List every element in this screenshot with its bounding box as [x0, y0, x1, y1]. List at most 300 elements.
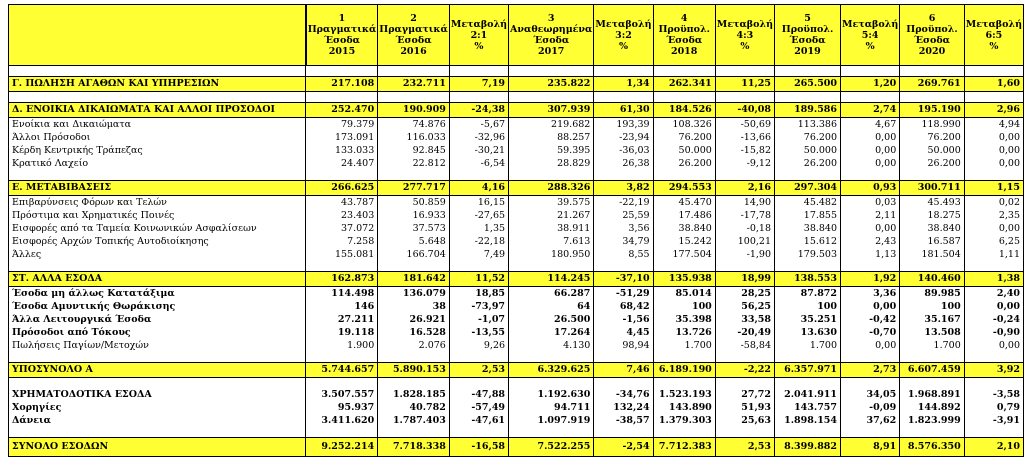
- row-label: [9, 378, 306, 389]
- value-cell: [378, 427, 450, 438]
- value-cell: 2,43: [841, 235, 900, 248]
- value-cell: [653, 170, 715, 181]
- table-row: [9, 196, 1024, 210]
- value-cell: -1,90: [715, 248, 774, 261]
- column-header: [306, 5, 378, 66]
- value-cell: [449, 427, 508, 438]
- value-cell: 6.357.971: [775, 363, 841, 378]
- column-header-line: %: [989, 40, 999, 52]
- value-cell: 24.407: [306, 157, 378, 170]
- value-cell: 5.744.657: [306, 363, 378, 378]
- row-label: [9, 352, 306, 363]
- column-header-line: Μεταβολή: [842, 18, 899, 30]
- value-cell: 16,15: [449, 196, 508, 210]
- value-cell: 144.892: [900, 401, 965, 414]
- value-cell: 88.257: [509, 131, 594, 144]
- header-label-cell: [9, 5, 306, 66]
- value-cell: 146: [306, 300, 378, 313]
- value-cell: [594, 378, 653, 389]
- revenue-table-container: [8, 4, 1024, 457]
- value-cell: 11,52: [449, 272, 508, 287]
- value-cell: [509, 92, 594, 103]
- value-cell: 2,74: [841, 103, 900, 118]
- value-cell: 0,00: [841, 300, 900, 313]
- value-cell: 133.033: [306, 144, 378, 157]
- value-cell: 2,96: [964, 103, 1023, 118]
- value-cell: -23,94: [594, 131, 653, 144]
- value-cell: 74.876: [378, 118, 450, 132]
- value-cell: [900, 92, 965, 103]
- value-cell: 181.642: [378, 272, 450, 287]
- value-cell: [775, 427, 841, 438]
- value-cell: 0,00: [841, 157, 900, 170]
- value-cell: 15.242: [653, 235, 715, 248]
- value-cell: [841, 92, 900, 103]
- value-cell: [378, 261, 450, 272]
- column-header-line: Έσοδα: [533, 35, 570, 46]
- value-cell: -22,18: [449, 235, 508, 248]
- column-header-line: Έσοδα: [395, 35, 432, 46]
- value-cell: 98,94: [594, 339, 653, 352]
- column-header-line: Μεταβολή: [595, 18, 652, 30]
- value-cell: [306, 66, 378, 77]
- value-cell: 15.612: [775, 235, 841, 248]
- value-cell: 2,53: [715, 438, 774, 457]
- value-cell: 45.493: [900, 196, 965, 210]
- value-cell: 1.898.154: [775, 414, 841, 427]
- value-cell: 9.252.214: [306, 438, 378, 457]
- value-cell: 6.607.459: [900, 363, 965, 378]
- value-cell: [841, 66, 900, 77]
- value-cell: 45.482: [775, 196, 841, 210]
- value-cell: 76.200: [653, 131, 715, 144]
- value-cell: 85.014: [653, 287, 715, 301]
- value-cell: [378, 66, 450, 77]
- column-header-line: Μεταβολή: [450, 18, 508, 30]
- value-cell: 17.264: [509, 326, 594, 339]
- column-header-line: 2016: [400, 46, 427, 57]
- value-cell: 7.522.255: [509, 438, 594, 457]
- value-cell: [841, 378, 900, 389]
- value-cell: 1,38: [964, 272, 1023, 287]
- value-cell: -0,24: [964, 313, 1023, 326]
- value-cell: -15,82: [715, 144, 774, 157]
- column-number: 1: [338, 13, 346, 24]
- value-cell: -3,58: [964, 388, 1023, 401]
- table-row: [9, 326, 1024, 339]
- value-cell: [900, 378, 965, 389]
- value-cell: 38.911: [509, 222, 594, 235]
- value-cell: 162.873: [306, 272, 378, 287]
- value-cell: [653, 427, 715, 438]
- value-cell: 35.167: [900, 313, 965, 326]
- value-cell: 18,99: [715, 272, 774, 287]
- value-cell: 43.787: [306, 196, 378, 210]
- value-cell: -27,65: [449, 209, 508, 222]
- header-row: [9, 5, 1024, 66]
- value-cell: [841, 170, 900, 181]
- value-cell: 18,85: [449, 287, 508, 301]
- value-cell: -2,22: [715, 363, 774, 378]
- value-cell: 35.251: [775, 313, 841, 326]
- value-cell: 1.700: [775, 339, 841, 352]
- section-total-row: [9, 77, 1024, 92]
- column-header: [653, 5, 715, 66]
- value-cell: [509, 352, 594, 363]
- value-cell: 50.859: [378, 196, 450, 210]
- value-cell: 179.503: [775, 248, 841, 261]
- value-cell: [306, 352, 378, 363]
- value-cell: 27.211: [306, 313, 378, 326]
- value-cell: 219.682: [509, 118, 594, 132]
- value-cell: 50.000: [775, 144, 841, 157]
- value-cell: 0,79: [964, 401, 1023, 414]
- value-cell: 6.189.190: [653, 363, 715, 378]
- value-cell: [306, 427, 378, 438]
- value-cell: 252.470: [306, 103, 378, 118]
- value-cell: 8,91: [841, 438, 900, 457]
- value-cell: 95.937: [306, 401, 378, 414]
- value-cell: 189.586: [775, 103, 841, 118]
- row-label: [9, 170, 306, 181]
- row-label: [9, 92, 306, 103]
- value-cell: 2,53: [449, 363, 508, 378]
- row-label: Εισφορές από τα Ταμεία Κοινωνικών Ασφαλίσεων: [9, 222, 306, 235]
- value-cell: 2,73: [841, 363, 900, 378]
- value-cell: -0,90: [964, 326, 1023, 339]
- row-label: Δ. ΕΝΟΙΚΙΑ ΔΙΚΑΙΩΜΑΤΑ ΚΑΙ ΑΛΛΟΙ ΠΡΟΣΟΔΟΙ: [9, 103, 306, 118]
- value-cell: 34,05: [841, 388, 900, 401]
- column-number: 6: [928, 13, 936, 24]
- value-cell: -38,57: [594, 414, 653, 427]
- spacer-row: [9, 92, 1024, 103]
- value-cell: 235.822: [509, 77, 594, 92]
- row-label: ΥΠΟΣΥΝΟΛΟ Α: [9, 363, 306, 378]
- value-cell: 19.118: [306, 326, 378, 339]
- spacer-row: [9, 170, 1024, 181]
- value-cell: -20,49: [715, 326, 774, 339]
- column-number: 5: [804, 13, 811, 24]
- value-cell: 59.395: [509, 144, 594, 157]
- value-cell: [715, 66, 774, 77]
- value-cell: 23.403: [306, 209, 378, 222]
- value-cell: 100: [775, 300, 841, 313]
- value-cell: 4.130: [509, 339, 594, 352]
- value-cell: [378, 170, 450, 181]
- value-cell: -73,97: [449, 300, 508, 313]
- table-row: [9, 313, 1024, 326]
- table-body: [9, 66, 1024, 457]
- value-cell: 50.000: [653, 144, 715, 157]
- value-cell: [594, 92, 653, 103]
- table-row: [9, 388, 1024, 401]
- value-cell: 0,00: [841, 222, 900, 235]
- value-cell: 173.091: [306, 131, 378, 144]
- table-row: [9, 235, 1024, 248]
- value-cell: [449, 92, 508, 103]
- value-cell: 262.341: [653, 77, 715, 92]
- column-header: [378, 5, 450, 66]
- value-cell: 25,59: [594, 209, 653, 222]
- value-cell: 26.200: [775, 157, 841, 170]
- value-cell: -13,66: [715, 131, 774, 144]
- value-cell: -1,56: [594, 313, 653, 326]
- value-cell: 2,16: [715, 181, 774, 196]
- row-label: Χορηγίες: [9, 401, 306, 414]
- value-cell: 5.890.153: [378, 363, 450, 378]
- value-cell: 6.329.625: [509, 363, 594, 378]
- value-cell: 28,25: [715, 287, 774, 301]
- value-cell: 138.553: [775, 272, 841, 287]
- value-cell: 17.855: [775, 209, 841, 222]
- value-cell: 0,00: [964, 157, 1023, 170]
- spacer-row: [9, 261, 1024, 272]
- value-cell: -57,49: [449, 401, 508, 414]
- value-cell: [964, 378, 1023, 389]
- value-cell: [594, 261, 653, 272]
- table-row: [9, 157, 1024, 170]
- value-cell: 3,36: [841, 287, 900, 301]
- value-cell: 3.411.620: [306, 414, 378, 427]
- value-cell: [449, 66, 508, 77]
- value-cell: -2,54: [594, 438, 653, 457]
- value-cell: [594, 66, 653, 77]
- value-cell: 2,40: [964, 287, 1023, 301]
- value-cell: 8.576.350: [900, 438, 965, 457]
- value-cell: [509, 66, 594, 77]
- value-cell: [509, 261, 594, 272]
- column-header-line: %: [865, 40, 875, 52]
- row-label: Ε. ΜΕΤΑΒΙΒΑΣΕΙΣ: [9, 181, 306, 196]
- revenue-table: [8, 4, 1024, 457]
- value-cell: -1,07: [449, 313, 508, 326]
- value-cell: 114.245: [509, 272, 594, 287]
- spacer-row: [9, 427, 1024, 438]
- value-cell: 277.717: [378, 181, 450, 196]
- column-header-line: 6:5: [985, 29, 1003, 41]
- value-cell: [653, 352, 715, 363]
- value-cell: 26.200: [653, 157, 715, 170]
- value-cell: [964, 66, 1023, 77]
- value-cell: 35.398: [653, 313, 715, 326]
- value-cell: 37.573: [378, 222, 450, 235]
- value-cell: -0,18: [715, 222, 774, 235]
- value-cell: 114.498: [306, 287, 378, 301]
- value-cell: -30,21: [449, 144, 508, 157]
- value-cell: 17.486: [653, 209, 715, 222]
- value-cell: 1.700: [900, 339, 965, 352]
- row-label: Άλλα Λειτουργικά Έσοδα: [9, 313, 306, 326]
- value-cell: 0,02: [964, 196, 1023, 210]
- section-total-row: [9, 438, 1024, 457]
- value-cell: 195.190: [900, 103, 965, 118]
- column-header: [449, 5, 508, 66]
- value-cell: 0,00: [841, 339, 900, 352]
- value-cell: [900, 170, 965, 181]
- value-cell: 1.968.891: [900, 388, 965, 401]
- value-cell: [378, 352, 450, 363]
- column-header-line: 2:1: [470, 29, 488, 41]
- section-total-row: [9, 363, 1024, 378]
- value-cell: 177.504: [653, 248, 715, 261]
- value-cell: 155.081: [306, 248, 378, 261]
- value-cell: 94.711: [509, 401, 594, 414]
- value-cell: 1.823.999: [900, 414, 965, 427]
- row-label: Επιβαρύνσεις Φόρων και Τελών: [9, 196, 306, 210]
- value-cell: 87.872: [775, 287, 841, 301]
- row-label: Πρόστιμα και Χρηματικές Ποινές: [9, 209, 306, 222]
- value-cell: 5.648: [378, 235, 450, 248]
- value-cell: 26.921: [378, 313, 450, 326]
- value-cell: [653, 66, 715, 77]
- value-cell: 26.500: [509, 313, 594, 326]
- value-cell: [775, 378, 841, 389]
- value-cell: 9,26: [449, 339, 508, 352]
- value-cell: 21.267: [509, 209, 594, 222]
- value-cell: -24,38: [449, 103, 508, 118]
- value-cell: 38.840: [900, 222, 965, 235]
- value-cell: [653, 378, 715, 389]
- row-label: ΧΡΗΜΑΤΟΔΟΤΙΚΑ ΕΣΟΔΑ: [9, 388, 306, 401]
- value-cell: 3.507.557: [306, 388, 378, 401]
- value-cell: 34,79: [594, 235, 653, 248]
- value-cell: 2,35: [964, 209, 1023, 222]
- section-total-row: [9, 181, 1024, 196]
- column-header: [715, 5, 774, 66]
- value-cell: 0,00: [964, 339, 1023, 352]
- column-header-line: 2015: [328, 46, 356, 57]
- value-cell: 1.097.919: [509, 414, 594, 427]
- row-label: Έσοδα μη άλλως Κατατάξιμα: [9, 287, 306, 301]
- value-cell: [715, 92, 774, 103]
- value-cell: 37.072: [306, 222, 378, 235]
- value-cell: 297.304: [775, 181, 841, 196]
- row-label: Άλλοι Πρόσοδοι: [9, 131, 306, 144]
- value-cell: 7.258: [306, 235, 378, 248]
- value-cell: 18.275: [900, 209, 965, 222]
- table-row: [9, 144, 1024, 157]
- value-cell: -9,12: [715, 157, 774, 170]
- value-cell: [841, 352, 900, 363]
- value-cell: [841, 427, 900, 438]
- value-cell: -47,61: [449, 414, 508, 427]
- row-label: Πωλήσεις Παγίων/Μετοχών: [9, 339, 306, 352]
- value-cell: [775, 170, 841, 181]
- value-cell: 1.379.303: [653, 414, 715, 427]
- column-header-line: 2020: [918, 46, 946, 57]
- value-cell: 16.587: [900, 235, 965, 248]
- column-header-line: 2019: [794, 46, 821, 57]
- value-cell: [449, 378, 508, 389]
- value-cell: 51,93: [715, 401, 774, 414]
- value-cell: [653, 92, 715, 103]
- value-cell: -36,03: [594, 144, 653, 157]
- table-row: [9, 248, 1024, 261]
- value-cell: [964, 92, 1023, 103]
- value-cell: -0,42: [841, 313, 900, 326]
- value-cell: 28.829: [509, 157, 594, 170]
- value-cell: [306, 170, 378, 181]
- column-header-line: 5:4: [861, 29, 879, 41]
- value-cell: -3,91: [964, 414, 1023, 427]
- value-cell: 1,13: [841, 248, 900, 261]
- value-cell: 50.000: [900, 144, 965, 157]
- value-cell: [775, 352, 841, 363]
- spacer-row: [9, 352, 1024, 363]
- value-cell: 0,03: [841, 196, 900, 210]
- column-number: 4: [680, 13, 688, 24]
- value-cell: 2.041.911: [775, 388, 841, 401]
- value-cell: 135.938: [653, 272, 715, 287]
- value-cell: [775, 261, 841, 272]
- row-label: ΣΥΝΟΛΟ ΕΣΟΔΩΝ: [9, 438, 306, 457]
- column-header-line: Προϋπολ.: [658, 24, 710, 35]
- column-header-line: Μεταβολή: [965, 18, 1022, 30]
- value-cell: [900, 261, 965, 272]
- column-header-line: %: [740, 40, 750, 52]
- table-row: [9, 131, 1024, 144]
- value-cell: -32,96: [449, 131, 508, 144]
- value-cell: [449, 170, 508, 181]
- value-cell: 1,15: [964, 181, 1023, 196]
- value-cell: 100: [900, 300, 965, 313]
- value-cell: [715, 170, 774, 181]
- value-cell: 22.812: [378, 157, 450, 170]
- row-label: Πρόσοδοι από Τόκους: [9, 326, 306, 339]
- column-header-line: Προϋπολ.: [906, 24, 958, 35]
- value-cell: 0,00: [964, 144, 1023, 157]
- value-cell: 1.828.185: [378, 388, 450, 401]
- value-cell: 7.613: [509, 235, 594, 248]
- value-cell: 1,34: [594, 77, 653, 92]
- value-cell: 266.625: [306, 181, 378, 196]
- value-cell: 108.326: [653, 118, 715, 132]
- value-cell: 217.108: [306, 77, 378, 92]
- value-cell: 143.890: [653, 401, 715, 414]
- value-cell: 193,39: [594, 118, 653, 132]
- value-cell: 76.200: [775, 131, 841, 144]
- value-cell: 1.700: [653, 339, 715, 352]
- value-cell: 4,94: [964, 118, 1023, 132]
- value-cell: 269.761: [900, 77, 965, 92]
- column-header-line: %: [474, 40, 484, 52]
- value-cell: -17,78: [715, 209, 774, 222]
- table-row: [9, 118, 1024, 132]
- column-header-line: Πραγματικά: [379, 24, 448, 35]
- value-cell: -0,70: [841, 326, 900, 339]
- value-cell: 7.718.338: [378, 438, 450, 457]
- table-row: [9, 209, 1024, 222]
- row-label: ΣΤ. ΑΛΛΑ ΕΣΟΔΑ: [9, 272, 306, 287]
- value-cell: 27,72: [715, 388, 774, 401]
- value-cell: 26.200: [900, 157, 965, 170]
- value-cell: -37,10: [594, 272, 653, 287]
- value-cell: [775, 66, 841, 77]
- value-cell: 116.033: [378, 131, 450, 144]
- table-row: [9, 339, 1024, 352]
- value-cell: 7.712.383: [653, 438, 715, 457]
- value-cell: 232.711: [378, 77, 450, 92]
- section-total-row: [9, 272, 1024, 287]
- column-header-line: Αναθεωρημένα: [510, 24, 593, 35]
- row-label: Άλλες: [9, 248, 306, 261]
- value-cell: [306, 261, 378, 272]
- value-cell: 181.504: [900, 248, 965, 261]
- value-cell: 4,16: [449, 181, 508, 196]
- value-cell: 1.787.403: [378, 414, 450, 427]
- column-header-line: 2018: [670, 46, 698, 57]
- value-cell: 45.470: [653, 196, 715, 210]
